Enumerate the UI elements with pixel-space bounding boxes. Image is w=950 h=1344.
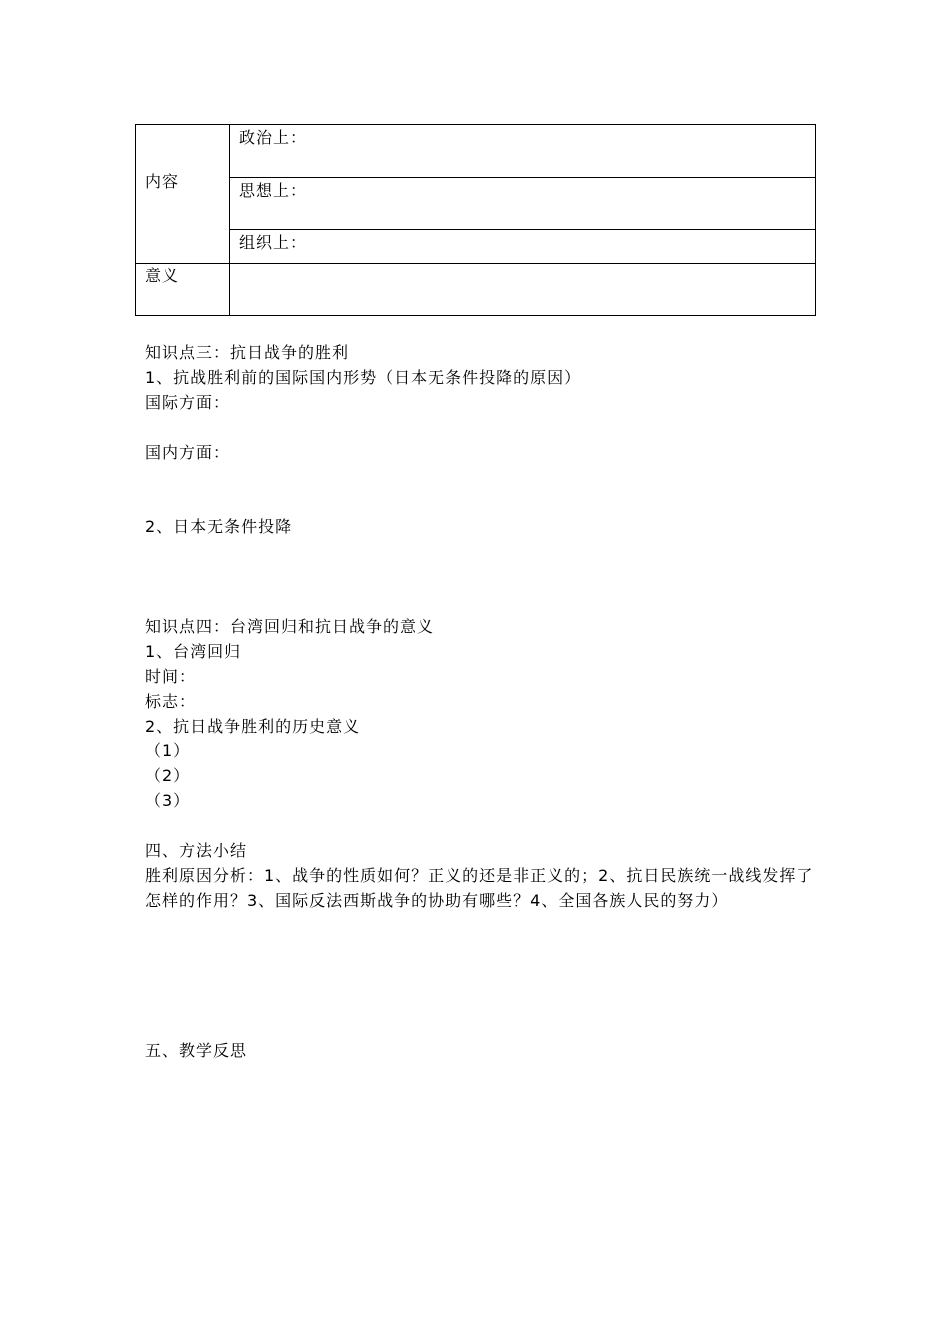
section3-item1: 1、抗战胜利前的国际国内形势（日本无条件投降的原因）: [145, 368, 582, 387]
row-label-meaning: 意义: [145, 266, 180, 285]
section4-point2: （2）: [145, 766, 191, 785]
section3-item2: 2、日本无条件投降: [145, 517, 293, 536]
table-divider: [135, 263, 816, 264]
table-divider: [229, 229, 816, 230]
section4-point3: （3）: [145, 791, 191, 810]
row-label-content: 内容: [145, 172, 180, 191]
section4-sign: 标志：: [145, 692, 197, 711]
section3-intl: 国际方面：: [145, 393, 231, 412]
table-border-top: [135, 124, 816, 125]
content-table: [135, 124, 816, 316]
section4-item1: 1、台湾回归: [145, 642, 242, 661]
summary-title: 四、方法小结: [145, 841, 248, 860]
reflection-title: 五、教学反思: [145, 1041, 248, 1060]
table-column-divider: [229, 124, 230, 316]
table-divider: [229, 177, 816, 178]
cell-politics: 政治上：: [239, 128, 308, 147]
summary-text: 胜利原因分析：1、战争的性质如何？正义的还是非正义的；2、抗日民族统一战线发挥了怎样的作用？3、国际反法西斯战争的协助有哪些？4、全国各族人民的努力）: [145, 866, 814, 910]
table-border-left: [135, 124, 136, 316]
section4-point1: （1）: [145, 741, 191, 760]
section4-time: 时间：: [145, 667, 197, 686]
table-border-bottom: [135, 315, 816, 316]
cell-thought: 思想上：: [239, 181, 308, 200]
section3-title: 知识点三：抗日战争的胜利: [145, 343, 350, 362]
section4-item2: 2、抗日战争胜利的历史意义: [145, 717, 361, 736]
section3-domestic: 国内方面：: [145, 443, 231, 462]
section4-title: 知识点四：台湾回归和抗日战争的意义: [145, 617, 435, 636]
cell-organization: 组织上：: [239, 233, 308, 252]
table-border-right: [815, 124, 816, 316]
